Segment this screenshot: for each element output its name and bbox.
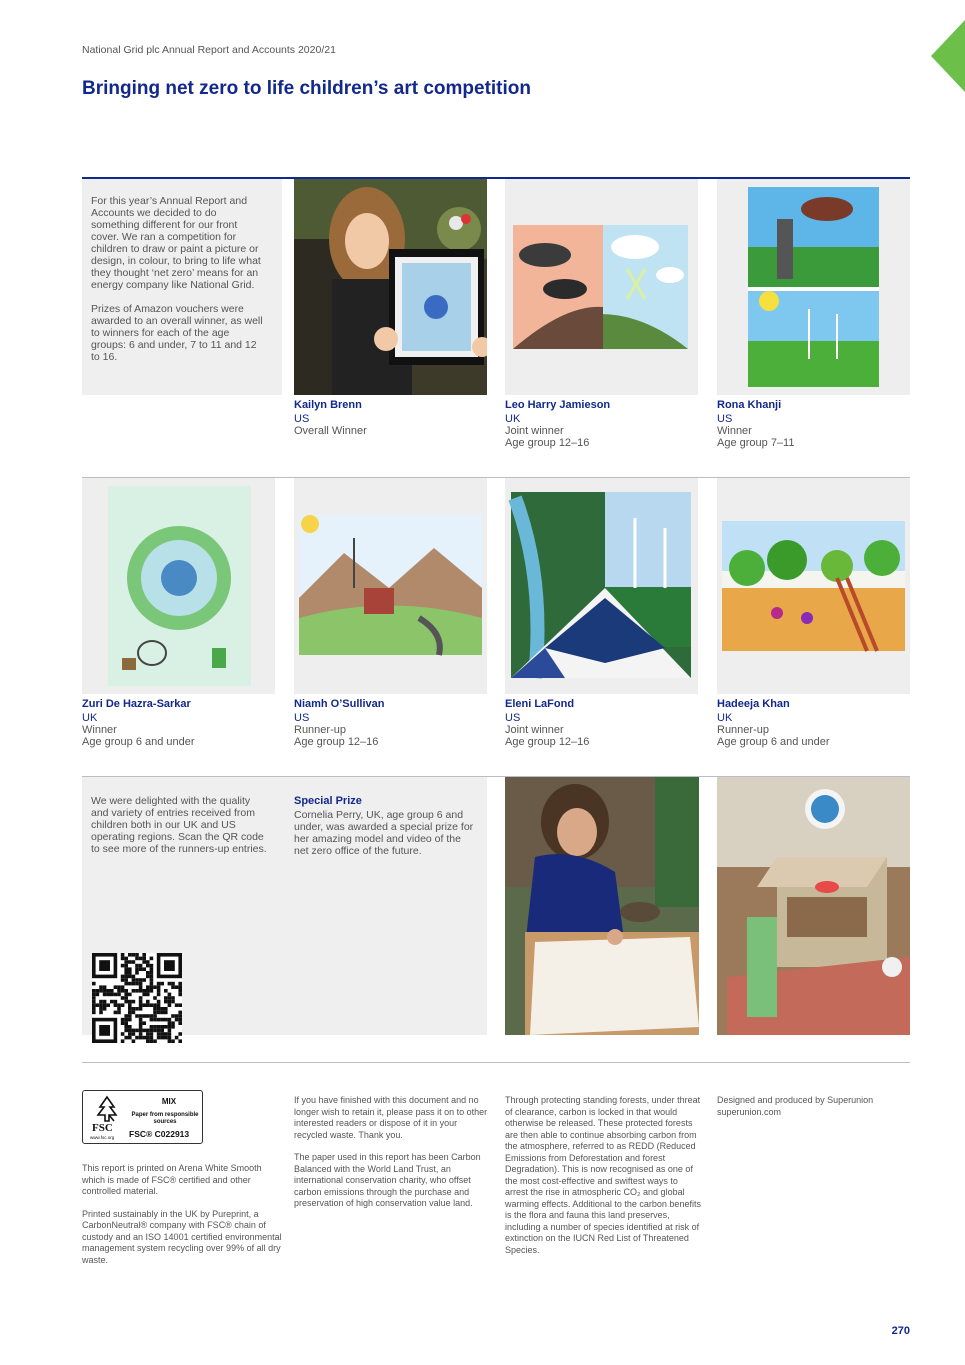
page-number: 270 [891, 1325, 910, 1337]
zuri-artwork [82, 478, 275, 694]
niamh-artwork [294, 478, 487, 694]
running-head: National Grid plc Annual Report and Accounts 2020/21 [82, 44, 336, 56]
entrant-country: UK [505, 413, 521, 425]
entrant-name: Leo Harry Jamieson [505, 399, 611, 411]
entrant-country: US [294, 712, 310, 724]
entrant-award: Runner-up [294, 724, 346, 736]
entrant-award: Runner-up [717, 724, 769, 736]
cornelia-model-photo [717, 777, 910, 1035]
entrant-country: US [717, 413, 733, 425]
entrant-award: Winner [82, 724, 117, 736]
entrant-country: US [505, 712, 521, 724]
fsc-code: FSC® C022913 [129, 1129, 190, 1139]
cornelia-drawing-photo [505, 777, 699, 1035]
caption-zuri [82, 698, 282, 748]
fsc-url: www.fsc.org [90, 1135, 115, 1140]
leo-artwork [505, 179, 698, 395]
footer-rule [82, 1062, 910, 1063]
entrant-award: Winner [717, 425, 752, 437]
footer-col-3: Through protecting standing forests, under threat of clearance, carbon is locked in that would otherwise be released. These protected forests are then able to continue absorbing carbon from the atmosphere, referred to as REDD (Reduced Emissions from Deforestation and forest Degradation). This is now recognised as one of the most cost-effective and swiftest ways to arrest the rise in atmospheric CO₂ and global warming effects. Additional to the carbon benefits is the flora and fauna this land preserves, including a number of species identified at risk of extinction on the IUCN Red List of Threatened Species. [505, 1095, 701, 1255]
footer-designer-url[interactable]: superunion.com [717, 1106, 782, 1117]
corner-tab-decoration [931, 20, 965, 92]
fsc-paper-label: Paper from responsible sources [131, 1112, 199, 1125]
footer-col2-para1: If you have finished with this document and no longer wish to retain it, please pass it on to other interested readers or dispose of it in your recycled waste. Thank you. [294, 1095, 488, 1140]
caption-eleni [505, 698, 705, 748]
rona-artwork [717, 179, 910, 395]
fsc-tree-icon [90, 1095, 124, 1123]
entrant-age-group: Age group 7–11 [717, 437, 795, 449]
entrant-country: UK [82, 712, 98, 724]
entrant-age-group: Age group 6 and under [717, 736, 830, 748]
entrant-name: Hadeeja Khan [717, 698, 790, 710]
fsc-mix: MIX [161, 1097, 177, 1106]
footer-col2-para2: The paper used in this report has been Carbon Balanced with the World Land Trust, an international conservation charity, who offset carbon emissions through the purchase and preservation of high conservation value land. [294, 1152, 481, 1208]
eleni-artwork [505, 478, 698, 694]
closing-text: We were delighted with the quality and variety of entries received from children both in our UK and US operating regions. Scan the QR code to see more of the runners-up entries. [91, 795, 267, 855]
special-prize-title: Special Prize [294, 795, 362, 807]
entrant-age-group: Age group 6 and under [82, 736, 195, 748]
footer-col-4 [717, 1095, 910, 1118]
caption-rona [717, 399, 917, 449]
page-title: Bringing net zero to life children’s art competition [82, 78, 531, 99]
entrant-award: Joint winner [505, 724, 564, 736]
footer-col1-para1: This report is printed on Arena White Smooth which is made of FSC® certified and other controlled material. [82, 1163, 262, 1196]
entrant-award: Joint winner [505, 425, 564, 437]
entrant-name: Niamh O’Sullivan [294, 698, 385, 710]
intro-para-1: For this year’s Annual Report and Accounts we decided to do something different for our front cover. We ran a competition for children to draw or paint a picture or design, in colour, to bring to life what they thought ‘net zero’ means for an energy company like National Grid. [91, 195, 261, 291]
footer-col-1 [82, 1163, 282, 1266]
entrant-age-group: Age group 12–16 [294, 736, 379, 748]
entrant-name: Rona Khanji [717, 399, 782, 411]
entrant-name: Kailyn Brenn [294, 399, 362, 411]
entrant-name: Eleni LaFond [505, 698, 575, 710]
caption-hadeeja [717, 698, 917, 748]
entrant-age-group: Age group 12–16 [505, 437, 590, 449]
caption-niamh [294, 698, 494, 748]
entrant-name: Zuri De Hazra-Sarkar [82, 698, 191, 710]
caption-leo [505, 399, 705, 449]
entrant-age-group: Age group 12–16 [505, 736, 590, 748]
qr-code[interactable] [92, 953, 182, 1043]
special-prize-text: Cornelia Perry, UK, age group 6 and under, was awarded a special prize for her amazing model and video of the net zero office of the future. [294, 809, 474, 857]
footer-col1-para2: Printed sustainably in the UK by Pureprint, a CarbonNeutral® company with FSC® chain of custody and an ISO 14001 certified environmental management system recycling over 99% of all dry waste. [82, 1208, 282, 1265]
fsc-word: FSC [92, 1122, 113, 1134]
intro-para-2: Prizes of Amazon vouchers were awarded to an overall winner, as well to winners for each of the age groups: 6 and under, 7 to 11 and 12 to 16. [91, 303, 263, 363]
footer-designer-credit: Designed and produced by Superunion [717, 1095, 874, 1105]
fsc-logo [82, 1090, 203, 1144]
special-prize-block [294, 795, 474, 857]
kailyn-photo [294, 179, 487, 395]
footer-col-2 [294, 1095, 490, 1210]
entrant-country: UK [717, 712, 733, 724]
caption-kailyn [294, 399, 494, 437]
entrant-country: US [294, 413, 310, 425]
hadeeja-artwork [717, 478, 910, 694]
entrant-award: Overall Winner [294, 425, 367, 437]
intro-text [91, 195, 267, 363]
